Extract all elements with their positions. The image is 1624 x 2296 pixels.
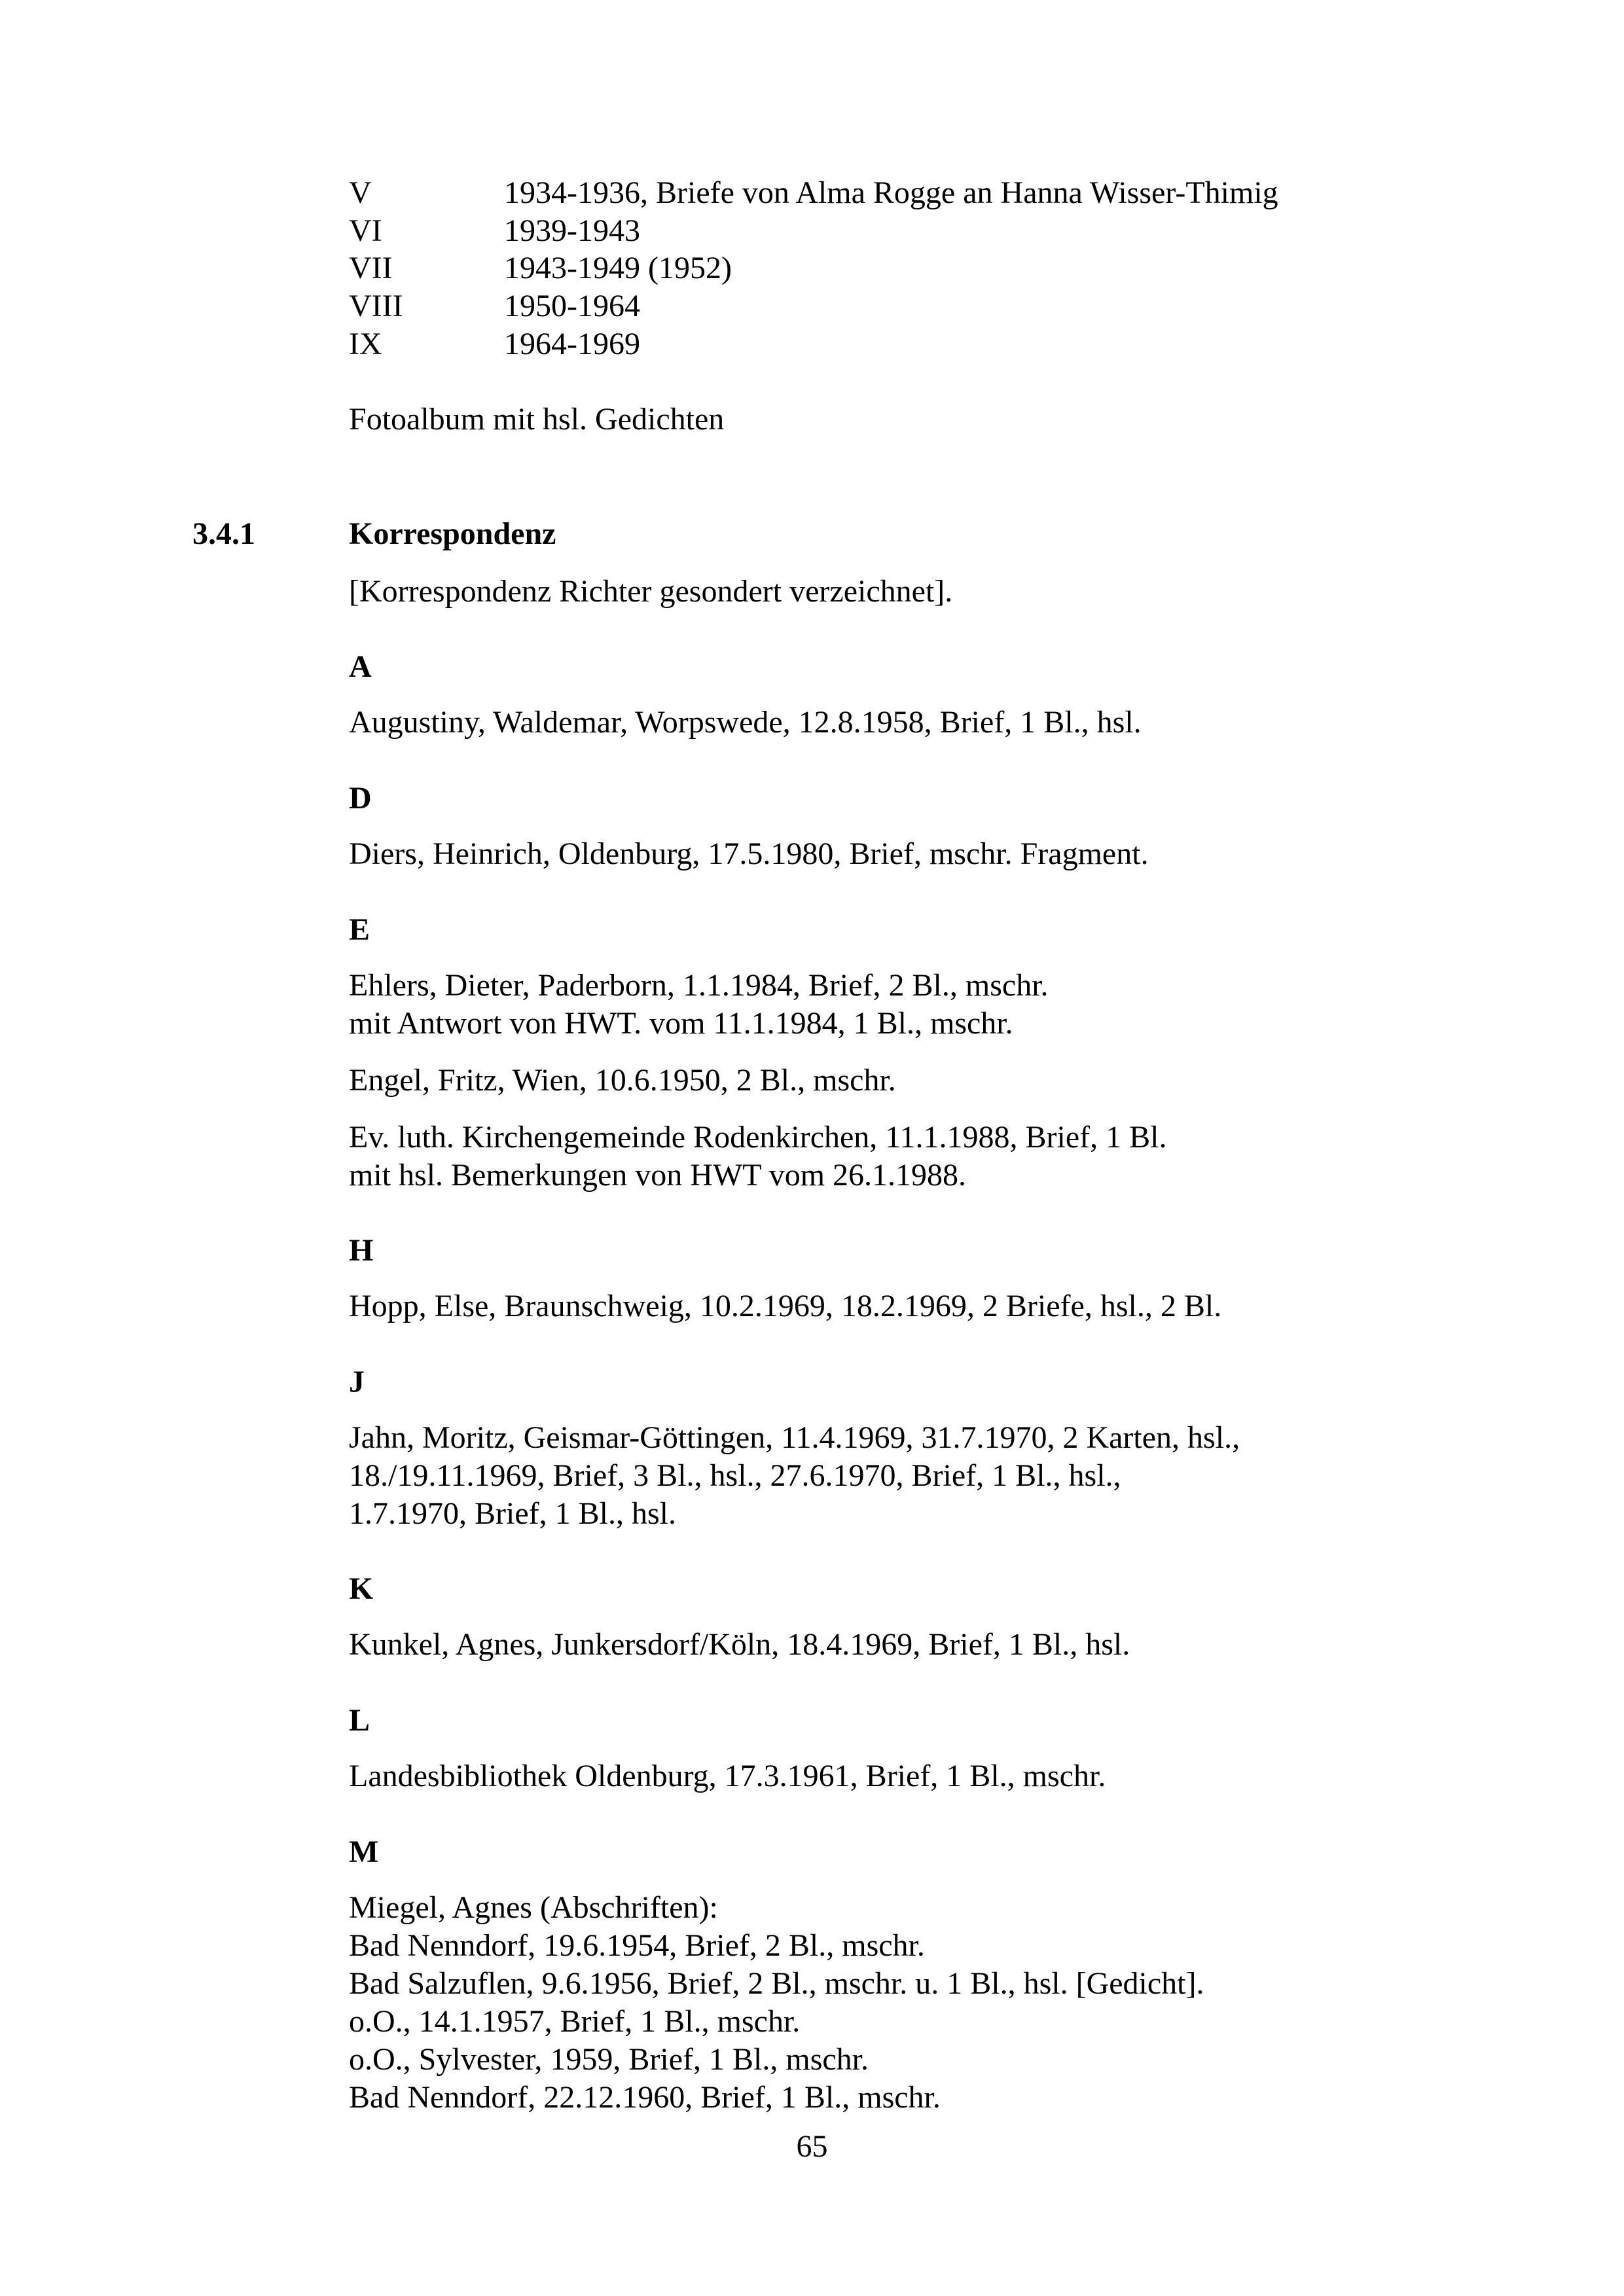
letter-heading: K [349, 1571, 374, 1606]
correspondence-entry [349, 1287, 1221, 1325]
entry-line: mit hsl. Bemerkungen von HWT vom 26.1.1988. [349, 1158, 967, 1193]
entry-line: o.O., 14.1.1957, Brief, 1 Bl., mschr. [349, 2004, 801, 2039]
entry-line: Hopp, Else, Braunschweig, 10.2.1969, 18.2.1969, 2 Briefe, hsl., 2 Bl. [349, 1289, 1222, 1323]
entry-line: Bad Nenndorf, 19.6.1954, Brief, 2 Bl., mschr. [349, 1928, 925, 1963]
volume-number: V [349, 175, 372, 210]
volume-number: VI [349, 213, 382, 248]
entry-line: Ev. luth. Kirchengemeinde Rodenkirchen, 11.1.1988, Brief, 1 Bl. [349, 1120, 1167, 1155]
correspondence-entry [349, 967, 1049, 1043]
entry-line: mit Antwort von HWT. vom 11.1.1984, 1 Bl., mschr. [349, 1006, 1013, 1041]
correspondence-entry [349, 704, 1142, 742]
entry-line: Kunkel, Agnes, Junkersdorf/Köln, 18.4.1969, Brief, 1 Bl., hsl. [349, 1627, 1130, 1662]
entry-line: 1.7.1970, Brief, 1 Bl., hsl. [349, 1496, 676, 1531]
volume-description: 1964-1969 [504, 327, 640, 361]
volume-description: 1950-1964 [504, 289, 640, 323]
section-note: [Korrespondenz Richter gesondert verzeichnet]. [349, 574, 953, 609]
letter-heading: M [349, 1835, 379, 1869]
volume-number: VIII [349, 289, 403, 323]
page-number: 65 [796, 2129, 828, 2164]
entry-line: Ehlers, Dieter, Paderborn, 1.1.1984, Brief, 2 Bl., mschr. [349, 968, 1049, 1003]
entry-line: o.O., Sylvester, 1959, Brief, 1 Bl., mschr. [349, 2042, 869, 2077]
entry-line: Diers, Heinrich, Oldenburg, 17.5.1980, Brief, mschr. Fragment. [349, 836, 1149, 871]
letter-heading: A [349, 649, 372, 684]
entry-line: Miegel, Agnes (Abschriften): [349, 1890, 718, 1925]
entry-line: Bad Nenndorf, 22.12.1960, Brief, 1 Bl., mschr. [349, 2080, 941, 2115]
volume-number: VII [349, 251, 393, 285]
letter-heading: E [349, 912, 370, 947]
correspondence-entry [349, 1419, 1240, 1533]
entry-line: Engel, Fritz, Wien, 10.6.1950, 2 Bl., mschr. [349, 1063, 896, 1098]
correspondence-entry [349, 1889, 1204, 2117]
section-number: 3.4.1 [192, 516, 255, 551]
correspondence-entry [349, 835, 1149, 873]
volume-description: 1939-1943 [504, 213, 640, 248]
correspondence-entry [349, 1119, 1167, 1194]
letter-heading: L [349, 1703, 370, 1738]
correspondence-entry [349, 1062, 896, 1100]
section-title: Korrespondenz [349, 516, 556, 551]
letter-heading: J [349, 1365, 365, 1399]
entry-line: Bad Salzuflen, 9.6.1956, Brief, 2 Bl., mschr. u. 1 Bl., hsl. [Gedicht]. [349, 1966, 1204, 2001]
fotoalbum-note: Fotoalbum mit hsl. Gedichten [349, 402, 725, 437]
correspondence-entry [349, 1757, 1106, 1795]
volume-description: 1943-1949 (1952) [504, 251, 732, 285]
volume-description: 1934-1936, Briefe von Alma Rogge an Hanna Wisser-Thimig [504, 175, 1278, 210]
letter-heading: D [349, 781, 372, 816]
entry-line: Landesbibliothek Oldenburg, 17.3.1961, Brief, 1 Bl., mschr. [349, 1759, 1106, 1793]
entry-line: Augustiny, Waldemar, Worpswede, 12.8.1958, Brief, 1 Bl., hsl. [349, 705, 1142, 740]
correspondence-entry [349, 1626, 1130, 1664]
entry-line: Jahn, Moritz, Geismar-Göttingen, 11.4.1969, 31.7.1970, 2 Karten, hsl., [349, 1420, 1240, 1455]
entry-line: 18./19.11.1969, Brief, 3 Bl., hsl., 27.6.1970, Brief, 1 Bl., hsl., [349, 1458, 1121, 1493]
volume-number: IX [349, 327, 382, 361]
letter-heading: H [349, 1233, 374, 1268]
